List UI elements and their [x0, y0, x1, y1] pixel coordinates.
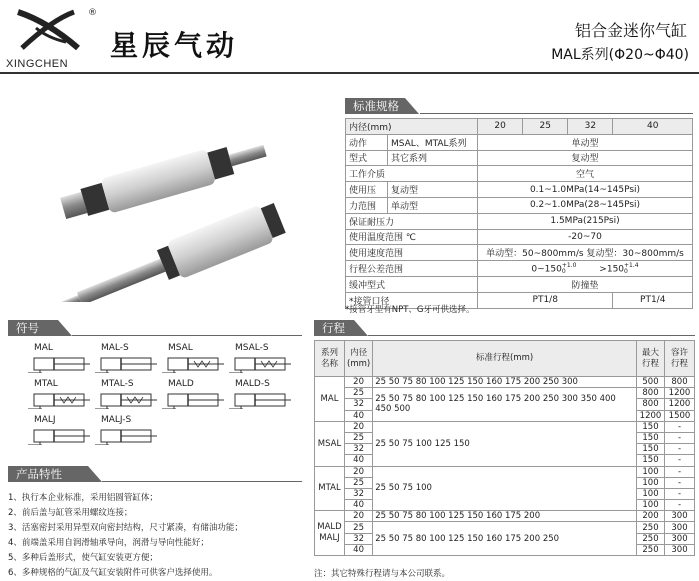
pressure-label: 使用压: [346, 182, 388, 198]
header-allow: 容许行程: [665, 341, 695, 377]
pressure-value: 0.2~1.0MPa(28~145Psi): [478, 197, 693, 213]
bore-25: 25: [523, 119, 568, 135]
brand-name: 星辰气动: [110, 29, 239, 62]
table-row: [346, 245, 693, 261]
table-row: 25 25 50 75 80 100 125 150 160 175 200 250 250 300: [315, 522, 695, 533]
table-row: [346, 197, 693, 213]
table-row: 25 25 50 75 80 100 125 150 160 175 200 250 300 350 400 450 500 800 1200: [315, 388, 695, 399]
tolerance-label: 行程公差范围: [346, 261, 478, 277]
table-row: 32 800 1200: [315, 399, 695, 410]
table-row: [346, 276, 693, 292]
bore-32: 32: [568, 119, 613, 135]
table-row: [346, 261, 693, 277]
table-row: [346, 119, 693, 135]
table-row: 32 150 -: [315, 444, 695, 455]
table-row: MTAL 20 25 50 75 100 100 -: [315, 466, 695, 477]
proof-value: 1.5MPa(215Psi): [478, 213, 693, 229]
table-row: MALD MALJ 20 25 50 75 80 100 125 150 160 175 200 200 300: [315, 511, 695, 522]
table-row: 40 100 -: [315, 500, 695, 511]
bore-20: 20: [478, 119, 523, 135]
symbol-label: MTAL: [34, 379, 58, 389]
symbol-label: MSAL-S: [235, 343, 269, 353]
table-row: MAL 20 25 50 75 80 100 125 150 160 175 200 250 300 500 800: [315, 377, 695, 388]
product-photo: [30, 112, 310, 302]
section-line-symbol: [72, 335, 302, 336]
list-item: 5、多种后盖形式，使气缸安装更方便；: [8, 553, 158, 563]
section-header-spec: 标准规格: [345, 98, 405, 114]
table-row: [346, 182, 693, 198]
pressure-type: 单动型: [388, 197, 478, 213]
cylinder-symbol-icon: [229, 355, 291, 373]
action-label: 型式: [346, 150, 388, 166]
list-item: 2、前后盖与缸管采用螺纹连接；: [8, 508, 133, 518]
page-subtitle: MAL系列(Φ20~Φ40): [551, 47, 689, 63]
section-header-features: 产品特性: [8, 466, 88, 482]
table-row: 40 250 300: [315, 544, 695, 555]
cylinder-symbol-icon: [229, 391, 291, 409]
section-line-spec: [420, 113, 693, 114]
bore-40: 40: [613, 119, 693, 135]
cylinder-symbol-icon: [95, 427, 157, 445]
header-max: 最大行程: [637, 341, 665, 377]
series-msal: MSAL: [315, 421, 345, 466]
proof-label: 保证耐压力: [346, 213, 478, 229]
port-value-large: PT1/4: [613, 292, 693, 308]
table-row: 32 250 300: [315, 533, 695, 544]
bore-label: 内径(mm): [346, 119, 478, 135]
list-item: 6、多种规格的气缸及气缸安装附件可供客户选择使用。: [8, 568, 218, 578]
symbol-label: MTAL-S: [101, 379, 134, 389]
header-bore: 内径(mm): [345, 341, 373, 377]
medium-value: 空气: [478, 166, 693, 182]
action-label: 动作: [346, 134, 388, 150]
section-line-stroke: [368, 335, 695, 336]
logo-text: XINGCHEN: [6, 58, 69, 70]
action-value: 复动型: [478, 150, 693, 166]
table-row: 40 1200 1500: [315, 410, 695, 421]
symbol-label: MSAL: [168, 343, 193, 353]
cylinder-symbol-icon: [162, 391, 224, 409]
section-line-features: [102, 481, 302, 482]
table-row: MSAL 20 25 50 75 100 125 150 150 -: [315, 421, 695, 432]
spec-note: *接管牙型有NPT、G牙可供选择。: [345, 305, 475, 315]
list-item: 1、执行本企业标准，采用铝圆管缸体；: [8, 493, 158, 503]
table-row: [346, 134, 693, 150]
action-type: MSAL、MTAL系列: [388, 134, 478, 150]
registered-mark: ®: [88, 8, 97, 18]
cylinder-symbol-icon: [28, 427, 90, 445]
pressure-label: 力范围: [346, 197, 388, 213]
temp-label: 使用温度范围 ℃: [346, 229, 478, 245]
cylinder-symbol-icon: [28, 355, 90, 373]
cushion-label: 缓冲型式: [346, 276, 478, 292]
series-mtal: MTAL: [315, 466, 345, 511]
cushion-value: 防撞垫: [478, 276, 693, 292]
action-type: 其它系列: [388, 150, 478, 166]
stroke-table: [314, 340, 695, 556]
header-divider: [0, 72, 699, 74]
header-series: 系列名称: [315, 341, 345, 377]
table-row: 25 150 -: [315, 432, 695, 443]
symbol-label: MALJ-S: [101, 415, 132, 425]
symbol-label: MAL: [34, 343, 53, 353]
table-row: [346, 213, 693, 229]
pressure-value: 0.1~1.0MPa(14~145Psi): [478, 182, 693, 198]
temp-value: -20~70: [478, 229, 693, 245]
symbol-label: MALD: [168, 379, 194, 389]
stroke-note: 注：其它特殊行程请与本公司联系。: [314, 569, 451, 579]
table-row: 40 150 -: [315, 455, 695, 466]
section-header-stroke: 行程: [314, 320, 354, 336]
speed-label: 使用速度范围: [346, 245, 478, 261]
cylinder-symbol-icon: [95, 391, 157, 409]
list-item: 4、前端盖采用自润滑轴承导向，润滑与导向性能好；: [8, 538, 209, 548]
header-stroke: 标准行程(mm): [373, 341, 637, 377]
page-title: 铝合金迷你气缸: [574, 21, 687, 40]
series-mald-malj: MALD MALJ: [315, 511, 345, 556]
symbol-label: MAL-S: [101, 343, 129, 353]
speed-value: 单动型：50~800mm/s 复动型：30~800mm/s: [478, 245, 693, 261]
table-row: 25 100 -: [315, 477, 695, 488]
pressure-type: 复动型: [388, 182, 478, 198]
medium-label: 工作介质: [346, 166, 478, 182]
table-row: [346, 150, 693, 166]
symbol-label: MALD-S: [235, 379, 270, 389]
table-row: [315, 341, 695, 377]
cylinder-symbol-icon: [162, 355, 224, 373]
port-label: *接管口径: [346, 292, 478, 308]
section-header-symbol: 符号: [8, 320, 58, 336]
spec-table: [345, 118, 693, 309]
symbol-label: MALJ: [34, 415, 56, 425]
tolerance-value: 0~150 +1.0 0 >150 +1.4 0: [478, 261, 693, 277]
table-row: 32 100 -: [315, 488, 695, 499]
list-item: 3、活塞密封采用异型双向密封结构，尺寸紧凑，有储油功能；: [8, 523, 243, 533]
table-row: [346, 166, 693, 182]
brand-logo: [8, 8, 88, 54]
cylinder-symbol-icon: [28, 391, 90, 409]
series-mal: MAL: [315, 377, 345, 422]
action-value: 单动型: [478, 134, 693, 150]
features-list: [8, 491, 243, 581]
port-value-small: PT1/8: [478, 292, 613, 308]
cylinder-symbol-icon: [95, 355, 157, 373]
table-row: [346, 229, 693, 245]
